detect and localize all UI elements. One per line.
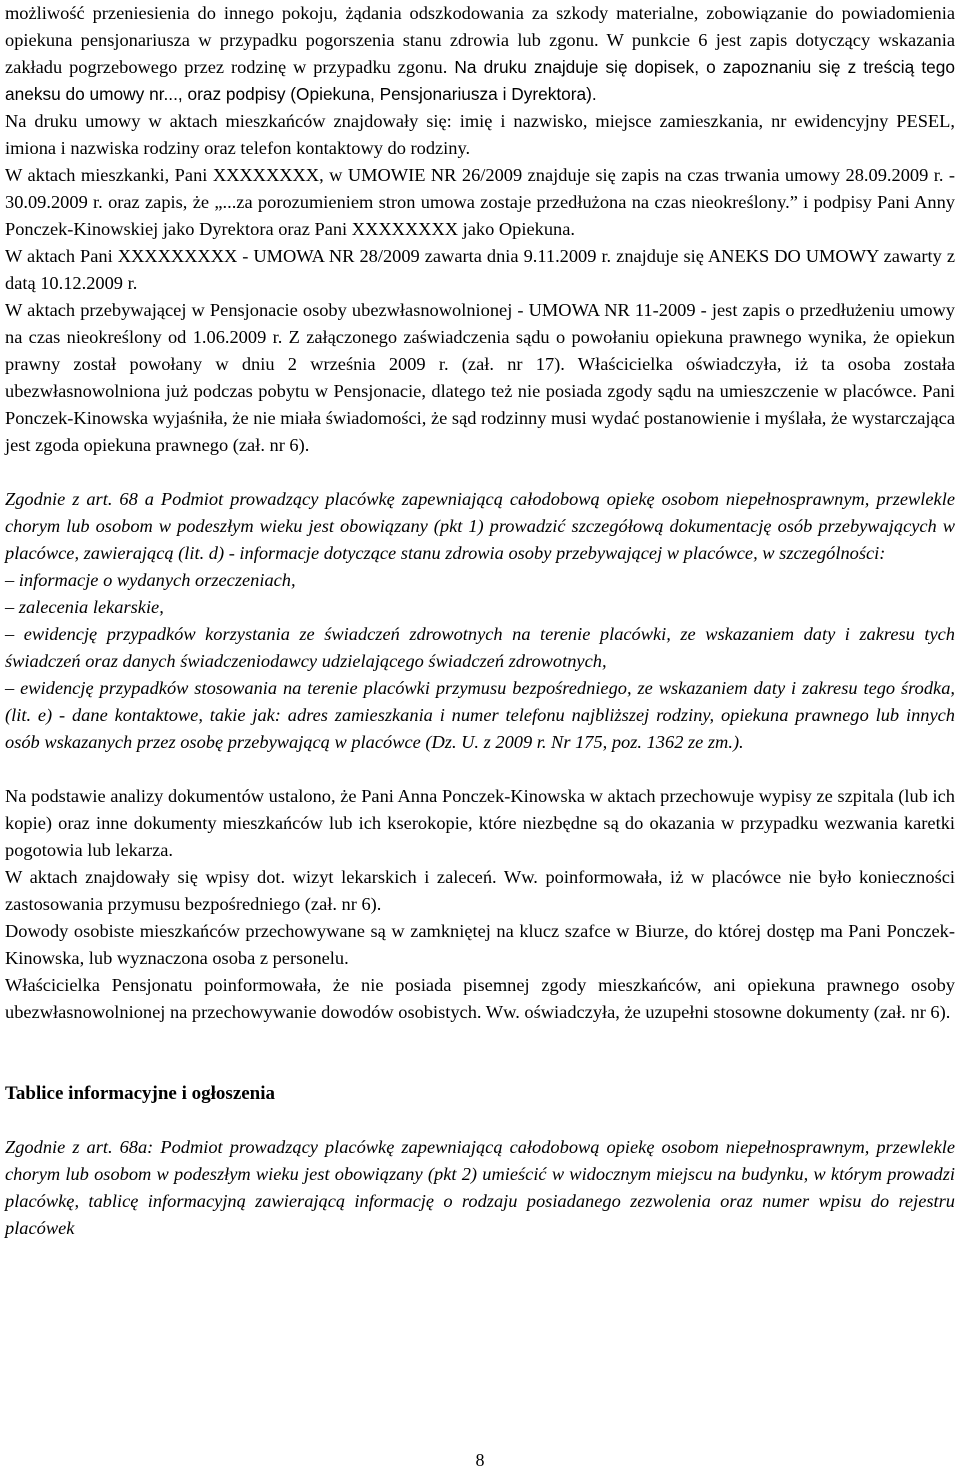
paragraph-legal-art-68a-pkt2: Zgodnie z art. 68a: Podmiot prowadzący placówkę zapewniającą całodobową opiekę osobom niepełnosprawnym, przewlekle chorym lub osobom w podeszłym wieku jest obowiązany (pkt 2) umieścić w widocznym miejscu na budynku, w którym prowadzi placówkę, tablicę informacyjną zawierającą informację o rodzaju posiadanego zezwolenia oraz numer wpisu do rejestru placówek (5, 1137, 955, 1238)
paragraph-owner-statement: Właścicielka Pensjonatu poinformowała, że nie posiada pisemnej zgody mieszkańców, ani opiekuna prawnego osoby ubezwłasnowolnionej na przechowywanie dowodów osobistych. Ww. oświadczyła, że uzupełni stosowne dokumenty (zał. nr 6). (5, 975, 955, 1022)
paragraph-contract-annex-serif: możliwość przeniesienia do innego pokoju, żądania odszkodowania za szkody materialne, zobowiązanie do powiadomienia opiekuna pensjonariusza w przypadku pogorszenia stanu zdrowia lub zgonu. W punkcie 6 jest zapis dotyczący wskazania zakładu pogrzebowego przez rodzinę w przypadku zgonu. (5, 3, 955, 77)
legal-list-item: – informacje o wydanych orzeczeniach, (5, 570, 296, 590)
paragraph-medical-records: W aktach znajdowały się wpisy dot. wizyt lekarskich i zaleceń. Ww. poinformowała, iż w placówce nie było konieczności zastosowania przymusu bezpośredniego (zał. nr 6). (5, 867, 955, 914)
paragraph-analysis-findings: Na podstawie analizy dokumentów ustalono, że Pani Anna Ponczek-Kinowska w aktach przechowuje wypisy ze szpitala (lub ich kopie) oraz inne dokumenty mieszkańców lub ich kserokopie, które niezbędne są do okazania w przypadku wezwania karetki pogotowia lub lekarza. (5, 786, 955, 860)
legal-list-item: – ewidencję przypadków stosowania na terenie placówki przymusu bezpośredniego, ze wskazaniem daty i zakresu tego środka, (lit. e) - dane kontaktowe, takie jak: adres zamieszkania i numer telefonu najbliższej rodziny, opiekuna prawnego lub innych osób wskazanych przez osobę przebywającą w placówce (Dz. U. z 2009 r. Nr 175, poz. 1362 ze zm.). (5, 678, 955, 752)
spacer (5, 1026, 955, 1053)
spacer (5, 756, 955, 783)
paragraph-contract-11-2009: W aktach przebywającej w Pensjonacie osoby ubezwłasnowolnionej - UMOWA NR 11-2009 - jest zapis o przedłużeniu umowy na czas nieokreślony od 1.06.2009 r. Z załączonego zaświadczenia sądu o powołaniu opiekuna prawnego wynika, że opiekun prawny został powołany w dniu 2 września 2009 r. (zał. nr 17). Właścicielka oświadczyła, iż ta osoba została ubezwłasnowolniona już podczas pobytu w Pensjonacie, dlatego też nie posiada zgody sądu na umieszczenie w placówce. Pani Ponczek-Kinowska wyjaśniła, że nie miała świadomości, że sąd rodzinny musi wydać postanowienie i myślała, że wystarczająca jest zgoda opiekuna prawnego (zał. nr 6). (5, 300, 955, 455)
paragraph-contract-annex (5, 0, 955, 108)
legal-list-item: – ewidencję przypadków korzystania ze świadczeń zdrowotnych na terenie placówki, ze wskazaniem daty i zakresu tych świadczeń oraz danych świadczeniodawcy udzielającego świadczeń zdrowotnych, (5, 624, 955, 671)
legal-list-item: – zalecenia lekarskie, (5, 597, 164, 617)
paragraph-id-storage: Dowody osobiste mieszkańców przechowywane są w zamkniętej na klucz szafce w Biurze, do której dostęp ma Pani Ponczek-Kinowska, lub wyznaczona osoba z personelu. (5, 921, 955, 968)
spacer (5, 459, 955, 486)
paragraph-contract-annex-sans: Na druku znajduje się dopisek, o zapoznaniu się z treścią tego aneksu do umowy nr..., oraz podpisy (Opiekuna, Pensjonariusza i Dyrektora). (5, 57, 955, 104)
paragraph-contract-28-2009: W aktach Pani XXXXXXXXX - UMOWA NR 28/2009 zawarta dnia 9.11.2009 r. znajduje się ANEKS DO UMOWY zawarty z datą 10.12.2009 r. (5, 246, 955, 293)
document-page (5, 0, 955, 1242)
section-heading: Tablice informacyjne i ogłoszenia (5, 1083, 276, 1104)
spacer (5, 1107, 955, 1134)
paragraph-legal-art-68a-intro: Zgodnie z art. 68 a Podmiot prowadzący placówkę zapewniającą całodobową opiekę osobom niepełnosprawnym, przewlekle chorym lub osobom w podeszłym wieku jest obowiązany (pkt 1) prowadzić szczegółową dokumentację osób przebywających w placówce, zawierającą (lit. d) - informacje dotyczące stanu zdrowia osoby przebywającej w placówce, w szczególności: (5, 489, 955, 563)
spacer (5, 1053, 955, 1080)
page-number: 8 (475, 1450, 485, 1470)
paragraph-contract-26-2009: W aktach mieszkanki, Pani XXXXXXXX, w UMOWIE NR 26/2009 znajduje się zapis na czas trwania umowy 28.09.2009 r. - 30.09.2009 r. oraz zapis, że „...za porozumieniem stron umowa zostaje przedłużona na czas nieokreślony.” i podpisy Pani Anny Ponczek-Kinowskiej jako Dyrektora oraz Pani XXXXXXXX jako Opiekuna. (5, 165, 955, 239)
paragraph-contract-contents: Na druku umowy w aktach mieszkańców znajdowały się: imię i nazwisko, miejsce zamieszkania, nr ewidencyjny PESEL, imiona i nazwiska rodziny oraz telefon kontaktowy do rodziny. (5, 111, 955, 158)
